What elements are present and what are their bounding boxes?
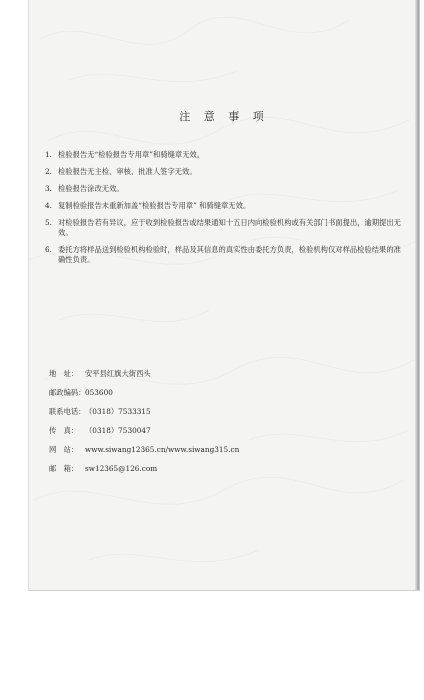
contact-label: 地 址： (49, 368, 79, 378)
background-pattern (29, 0, 419, 590)
document-title: 注 意 事 项 (179, 110, 269, 123)
contact-value: 053600 (85, 388, 113, 397)
note-text: 检验报告涂改无效。 (58, 184, 124, 193)
note-number: 5. (45, 218, 52, 227)
note-item (45, 184, 403, 194)
sheet-edge-shadow (415, 0, 419, 590)
document-sheet (28, 0, 420, 591)
contact-fax (49, 421, 379, 440)
note-item (45, 218, 403, 238)
contact-value: （0318）7530047 (85, 425, 151, 435)
contact-email (49, 459, 379, 478)
contact-value: sw12365@126.com (85, 464, 158, 473)
contact-website (49, 440, 379, 459)
contact-label: 网 站： (49, 444, 79, 454)
note-text: 检验报告无“检验报告专用章”和骑缝章无效。 (58, 150, 205, 159)
contact-value: 安平县红旗大街西头 (85, 368, 151, 378)
contact-value: www.siwang12365.cn/www.siwang315.cn (85, 445, 240, 454)
note-number: 3. (45, 184, 52, 193)
note-item (45, 150, 403, 160)
note-number: 1. (45, 150, 52, 159)
contact-postcode (49, 383, 379, 402)
note-item (45, 201, 403, 211)
note-text: 对检验报告若有异议，应于收到检验报告或结果通知十五日内向检验机构或有关部门书面提出，逾期提出无效。 (58, 218, 401, 237)
contact-label: 传 真： (49, 425, 79, 435)
contact-value: （0318）7533315 (85, 406, 151, 416)
contact-phone (49, 402, 379, 421)
contact-label: 邮 箱： (49, 463, 79, 473)
notes-list (45, 150, 403, 272)
note-number: 2. (45, 167, 52, 176)
contact-address (49, 364, 379, 383)
note-text: 检验报告无主检、审核、批准人签字无效。 (58, 167, 197, 176)
note-item (45, 167, 403, 177)
note-item (45, 245, 403, 265)
note-text: 委托方将样品送到检验机构检验时，样品及其信息的真实性由委托方负责，检验机构仅对样品检验结果的准确性负责。 (58, 245, 401, 264)
contact-label: 邮政编码： (49, 387, 86, 397)
note-number: 6. (45, 245, 52, 254)
contact-label: 联系电话： (49, 406, 86, 416)
contact-info (49, 364, 379, 478)
note-text: 复制检验报告未重新加盖“检验报告专用章” 和骑缝章无效。 (58, 201, 251, 210)
note-number: 4. (45, 201, 52, 210)
